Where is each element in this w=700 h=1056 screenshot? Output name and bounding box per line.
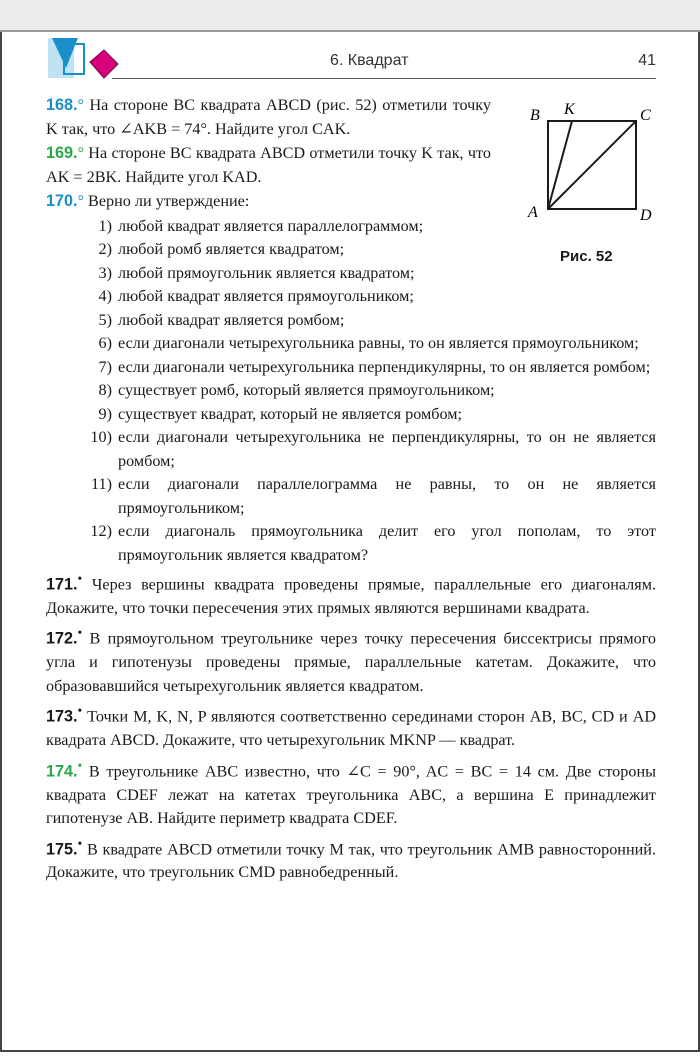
problem-number: 172. — [46, 629, 78, 648]
problem-text: На стороне BC квадрата ABCD (рис. 52) отметили точку K так, что ∠AKB = 74°. Найдите угол CAK. — [46, 96, 492, 138]
problem-174 — [46, 754, 656, 831]
list-item: 3) любой прямоугольник является квадратом; — [98, 263, 415, 282]
difficulty-marker: • — [77, 835, 83, 851]
problem-text: В треугольнике ABC известно, что ∠C = 90°, AC = BC = 14 см. Две стороны квадрата CDEF лежат на катетах треугольника ABC, а вершина E принадлежит гипотенузе AB. Найдите периметр квадрата CDEF. — [46, 762, 657, 828]
problem-text: Через вершины квадрата проведены прямые, параллельные его диагоналям. Докажите, что точки пересечения этих прямых являются вершинами квадрата. — [46, 575, 656, 617]
list-item: 8) существует ромб, который является прямоугольником; — [98, 381, 495, 399]
list-item: 5) любой квадрат является ромбом; — [98, 310, 345, 329]
list-item: 9) существует квадрат, который не является ромбом; — [98, 404, 463, 423]
problem-168 — [46, 94, 491, 141]
difficulty-marker: • — [77, 757, 83, 773]
problem-number: 169. — [46, 144, 78, 162]
page-title: 6. Квадрат — [330, 52, 409, 69]
problem-173 — [46, 699, 656, 752]
problems-content — [46, 94, 656, 886]
problem-number: 173. — [46, 707, 78, 726]
top-bar — [0, 0, 700, 32]
statement-list — [46, 215, 656, 568]
problem-number: 170. — [46, 192, 78, 210]
list-item: 12) если диагональ прямоугольника делит его угол пополам, то этот прямоугольник является квадратом? — [90, 522, 656, 564]
problem-text: В квадрате ABCD отметили точку M так, что треугольник AMB равносторонний. Докажите, что треугольник CMD равнобедренный. — [46, 839, 656, 882]
problem-171 — [46, 567, 656, 620]
problem-text: Точки M, K, N, P являются соответственно серединами сторон AB, BC, CD и AD квадрата ABCD. Докажите, что четырехугольник MKNP — квадрат. — [46, 707, 657, 750]
list-item: 6) если диагонали четырехугольника равны, то он является прямоугольником; — [98, 334, 639, 352]
label-b: B — [530, 107, 540, 124]
difficulty-marker: • — [77, 571, 83, 586]
problem-text: В прямоугольном треугольнике через точку пересечения биссектрисы прямого угла и гипотенузы проведены прямые, параллельные катетам. Докажите, что образовавшийся четырехугольник является квадратом. — [46, 629, 656, 695]
left-frame — [0, 32, 2, 1050]
list-item: 11) если диагонали параллелограмма не равны, то он не является прямоугольником; — [91, 475, 656, 517]
header-divider — [112, 78, 656, 79]
figure-caption: Рис. 52 — [560, 248, 613, 265]
problem-169 — [46, 142, 491, 189]
list-item: 7) если диагонали четырехугольника перпендикулярны, то он является ромбом; — [98, 357, 651, 376]
problem-170 — [46, 190, 491, 214]
list-item: 2) любой ромб является квадратом; — [98, 240, 345, 258]
difficulty-marker: • — [77, 703, 83, 719]
label-k: K — [564, 101, 575, 118]
problem-number: 174. — [46, 762, 78, 781]
bottom-frame — [0, 1050, 700, 1052]
problem-number: 171. — [46, 575, 78, 594]
difficulty-marker: ° — [77, 144, 84, 162]
problem-172 — [46, 621, 656, 698]
problem-number: 168. — [46, 96, 78, 114]
difficulty-marker: • — [77, 625, 83, 641]
section-logo-icon — [44, 38, 120, 84]
problem-text: На стороне BC квадрата ABCD отметили точку K так, что AK = 2BK. Найдите угол KAD. — [46, 144, 491, 186]
label-c: C — [640, 107, 651, 124]
list-item: 4) любой квадрат является прямоугольником; — [98, 287, 414, 305]
page-number: 41 — [638, 52, 656, 69]
problem-175 — [46, 832, 656, 885]
difficulty-marker: ° — [77, 96, 84, 114]
label-d: D — [640, 207, 652, 224]
label-a: A — [528, 204, 538, 221]
list-item: 10) если диагонали четырехугольника не перпендикулярны, то он не является ромбом; — [90, 428, 656, 470]
list-item: 1) любой квадрат является параллелограммом; — [98, 216, 424, 235]
difficulty-marker: ° — [77, 192, 84, 210]
problem-number: 175. — [46, 839, 78, 858]
problem-text: Верно ли утверждение: — [88, 192, 250, 210]
